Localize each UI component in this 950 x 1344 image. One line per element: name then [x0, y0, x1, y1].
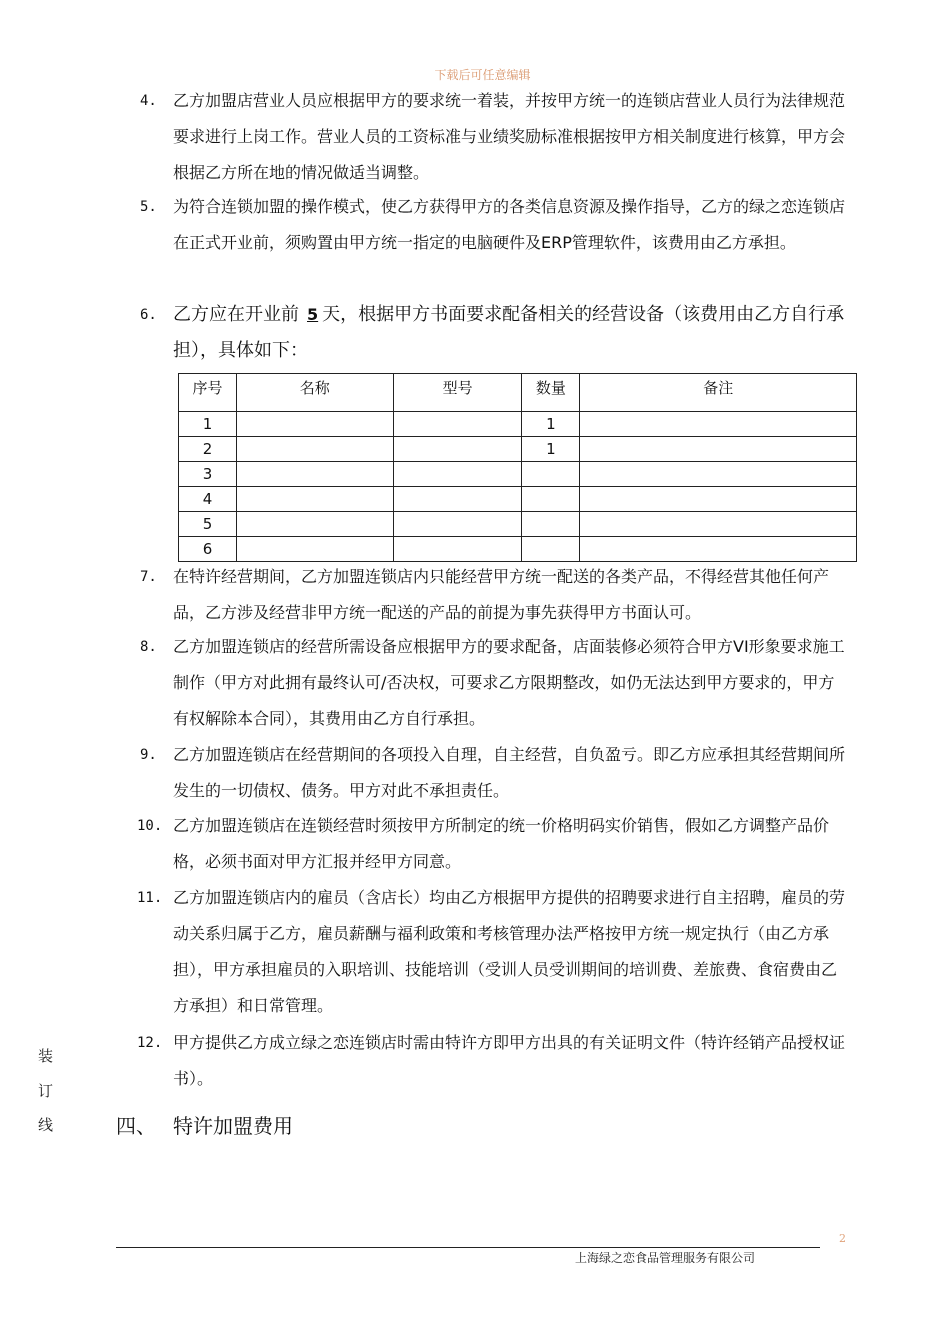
watermark-text: 下载后可任意编辑	[434, 68, 531, 82]
table-cell	[522, 462, 580, 487]
table-cell: 1	[522, 412, 580, 437]
table-cell	[236, 462, 393, 487]
table-cell	[580, 412, 857, 437]
header-cell-index: 序号	[179, 374, 237, 412]
clause-text: 甲方提供乙方成立绿之恋连锁店时需由特许方即甲方出具的有关证明文件（特许经销产品授权证书）。	[173, 1033, 846, 1088]
clause-7	[140, 559, 845, 631]
clause-text: 为符合连锁加盟的操作模式，使乙方获得甲方的各类信息资源及操作指导，乙方的绿之恋连锁店在正式开业前，须购置由甲方统一指定的电脑硬件及ERP管理软件，该费用由乙方承担。	[173, 197, 846, 252]
clause-number: 11.	[137, 890, 163, 906]
table-row	[179, 412, 857, 437]
clause-number: 7.	[140, 569, 157, 585]
clause-12	[137, 1025, 846, 1097]
clause-5	[140, 189, 845, 261]
table-cell	[236, 487, 393, 512]
table-cell	[580, 437, 857, 462]
clause-number: 10.	[137, 818, 163, 834]
table-cell	[393, 512, 522, 537]
clause-text-before: 乙方应在开业前	[173, 304, 299, 325]
clause-10	[137, 808, 845, 880]
clause-text: 乙方加盟连锁店在连锁经营时须按甲方所制定的统一价格明码实价销售，假如乙方调整产品价格，必须书面对甲方汇报并经甲方同意。	[173, 816, 830, 871]
footer-company-name: 上海绿之恋食品管理服务有限公司	[575, 1251, 756, 1265]
equipment-table	[178, 373, 857, 562]
clause-8	[140, 629, 845, 737]
table-header-row	[179, 374, 857, 412]
table-cell	[393, 437, 522, 462]
clause-text: 乙方加盟连锁店内的雇员（含店长）均由乙方根据甲方提供的招聘要求进行自主招聘，雇员的劳动关系归属于乙方，雇员薪酬与福利政策和考核管理办法严格按甲方统一规定执行（由乙方承担），甲方承担雇员的入职培训、技能培训（受训人员受训期间的培训费、差旅费、食宿费由乙方承担）和日常管理。	[173, 888, 846, 1015]
section-number: 四、	[116, 1114, 156, 1138]
section-heading	[116, 1110, 293, 1142]
binding-mark-zhuang: 装	[38, 1047, 54, 1065]
header-cell-remarks: 备注	[580, 374, 857, 412]
clause-11	[137, 880, 846, 1024]
table-cell	[236, 512, 393, 537]
table-cell: 6	[179, 537, 237, 562]
table-cell: 1	[522, 437, 580, 462]
clause-9	[140, 737, 845, 809]
clause-text: 乙方加盟连锁店在经营期间的各项投入自理，自主经营，自负盈亏。即乙方应承担其经营期间所发生的一切债权、债务。甲方对此不承担责任。	[173, 745, 846, 800]
table-row	[179, 512, 857, 537]
header-cell-name: 名称	[236, 374, 393, 412]
clause-number: 8.	[140, 639, 157, 655]
clause-text: 乙方加盟连锁店的经营所需设备应根据甲方的要求配备，店面装修必须符合甲方VI形象要求施工制作（甲方对此拥有最终认可/否决权，可要求乙方限期整改，如仍无法达到甲方要求的，甲方有权解除本合同），其费用由乙方自行承担。	[173, 637, 845, 728]
days-blank-value: 5	[307, 305, 319, 324]
clause-text-after: 天，根据甲方书面要求配备相关的经营设备（该费用由乙方自行承担），具体如下：	[173, 304, 845, 361]
table-cell: 4	[179, 487, 237, 512]
table-row	[179, 487, 857, 512]
clause-number: 12.	[137, 1035, 163, 1051]
header-cell-quantity: 数量	[522, 374, 580, 412]
clause-text: 乙方加盟店营业人员应根据甲方的要求统一着装，并按甲方统一的连锁店营业人员行为法律规范要求进行上岗工作。营业人员的工资标准与业绩奖励标准根据按甲方相关制度进行核算，甲方会根据乙方所在地的情况做适当调整。	[173, 91, 846, 182]
footer-divider	[116, 1247, 820, 1248]
table-cell	[580, 512, 857, 537]
clause-number: 5.	[140, 199, 157, 215]
table-cell	[393, 462, 522, 487]
header-cell-model: 型号	[393, 374, 522, 412]
clause-number: 4.	[140, 93, 157, 109]
table-cell	[393, 412, 522, 437]
clause-number: 9.	[140, 747, 157, 763]
table-cell: 3	[179, 462, 237, 487]
table-cell	[393, 537, 522, 562]
table-cell	[522, 537, 580, 562]
section-title: 特许加盟费用	[173, 1114, 293, 1138]
table-cell	[236, 537, 393, 562]
table-cell	[236, 412, 393, 437]
page-number: 2	[839, 1232, 846, 1245]
clause-text: 在特许经营期间，乙方加盟连锁店内只能经营甲方统一配送的各类产品，不得经营其他任何产品，乙方涉及经营非甲方统一配送的产品的前提为事先获得甲方书面认可。	[173, 567, 830, 622]
table-cell	[393, 487, 522, 512]
table-cell	[522, 512, 580, 537]
table-cell	[580, 462, 857, 487]
table-cell	[236, 437, 393, 462]
table-cell: 1	[179, 412, 237, 437]
table-row	[179, 537, 857, 562]
clause-6	[140, 297, 845, 369]
table-cell: 2	[179, 437, 237, 462]
table-cell: 5	[179, 512, 237, 537]
table-row	[179, 437, 857, 462]
table-cell	[580, 487, 857, 512]
binding-mark-ding: 订	[38, 1082, 54, 1100]
clause-text	[173, 297, 845, 369]
table-cell	[580, 537, 857, 562]
table-cell	[522, 487, 580, 512]
clause-4	[140, 83, 845, 191]
clause-number: 6.	[140, 307, 157, 323]
table-row	[179, 462, 857, 487]
binding-mark-xian: 线	[38, 1116, 54, 1134]
